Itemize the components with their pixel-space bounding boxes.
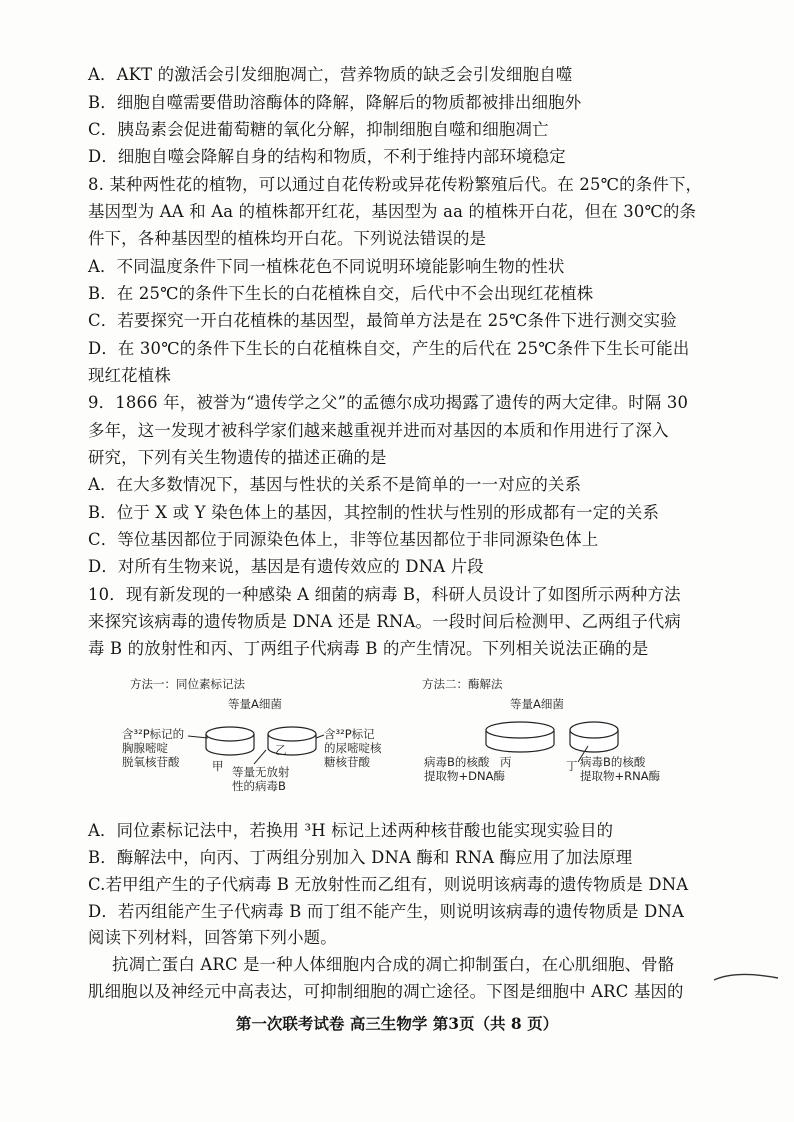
virus-line-2: 性的病毒B — [232, 779, 286, 793]
q10-stem-line-1: 10．现有新发现的一种感染 A 细菌的病毒 B，科研人员设计了如图所示两种方法 — [88, 585, 681, 604]
right-reagent-line-3: 糖核苷酸 — [324, 755, 370, 769]
q9-option-d: D．对所有生物来说，基因是有遗传效应的 DNA 片段 — [88, 557, 484, 576]
ding-reagent-line-1: 病毒B的核酸 — [580, 755, 646, 769]
q8-stem-line-2: 基因型为 AA 和 Aa 的植株都开红花，基因型为 aa 的植株开白花，但在 30℃的条 — [88, 202, 697, 221]
right-reagent-line-1: 含³²P标记 — [324, 727, 375, 741]
q9-stem-line-1: 9．1866 年，被誉为“遗传学之父”的孟德尔成功揭露了遗传的两大定律。时隔 30 — [88, 393, 689, 412]
experiment-diagram — [110, 672, 710, 822]
q8-option-a: A．不同温度条件下同一植株花色不同说明环境能影响生物的性状 — [88, 257, 565, 276]
q7-option-c: C．胰岛素会促进葡萄糖的氧化分解，抑制细胞自噬和细胞凋亡 — [88, 120, 549, 139]
q7-option-d: D．细胞自噬会降解自身的结构和物质，不利于维持内部环境稳定 — [88, 147, 566, 166]
virus-pointer — [254, 750, 266, 764]
dish-bing — [486, 722, 554, 752]
bacteria-label-1: 等量A细菌 — [228, 697, 282, 711]
bing-reagent-line-1: 病毒B的核酸 — [424, 755, 490, 769]
q10-option-a: A．同位素标记法中，若换用 ³H 标记上述两种核苷酸也能实现实验目的 — [88, 821, 614, 840]
bing-reagent-line-2: 提取物+DNA酶 — [424, 769, 505, 783]
left-reagent-line-2: 胸腺嘧啶 — [122, 741, 168, 755]
pen-mark — [712, 968, 782, 988]
left-reagent-line-1: 含³²P标记的 — [122, 727, 185, 741]
dish-ding — [570, 722, 618, 752]
q10-stem-line-2: 来探究该病毒的遗传物质是 DNA 还是 RNA。一段时间后检测甲、乙两组子代病 — [88, 612, 681, 631]
passage-intro: 阅读下列材料，回答第下列小题。 — [88, 928, 337, 947]
group-yi-label: 乙 — [275, 743, 287, 757]
q8-stem-line-1: 8. 某种两性花的植物，可以通过自花传粉或异花传粉繁殖后代。在 25℃的条件下， — [88, 175, 703, 194]
q9-option-c: C．等位基因都位于同源染色体上，非等位基因都位于非同源染色体上 — [88, 530, 599, 549]
ding-reagent-line-2: 提取物+RNA酶 — [580, 769, 661, 783]
right-reagent-line-2: 的尿嘧啶核 — [324, 741, 382, 755]
method2-title: 方法二：酶解法 — [422, 677, 503, 691]
q8-option-d-line-2: 现红花植株 — [88, 366, 171, 385]
q8-option-b: B．在 25℃的条件下生长的白花植株自交，后代中不会出现红花植株 — [88, 284, 594, 303]
bacteria-label-2: 等量A细菌 — [510, 697, 564, 711]
q9-stem-line-3: 研究，下列有关生物遗传的描述正确的是 — [88, 448, 387, 467]
page-footer: 第一次联考试卷 高三生物学 第3页（共 8 页） — [235, 1014, 559, 1033]
q9-option-b: B．位于 X 或 Y 染色体上的基因，其控制的性状与性别的形成都有一定的关系 — [88, 503, 660, 522]
dish-jia — [206, 727, 254, 755]
group-jia-label: 甲 — [212, 759, 224, 773]
q7-option-a: A．AKT 的激活会引发细胞凋亡，营养物质的缺乏会引发细胞自噬 — [88, 65, 573, 84]
group-bing-label: 丙 — [500, 755, 512, 769]
group-ding-label: 丁 — [566, 759, 578, 773]
q7-option-b: B．细胞自噬需要借助溶酶体的降解，降解后的物质都被排出细胞外 — [88, 93, 582, 112]
q10-option-b: B．酶解法中，向丙、丁两组分别加入 DNA 酶和 RNA 酶应用了加法原理 — [88, 848, 633, 867]
q10-option-c: C.若甲组产生的子代病毒 B 无放射性而乙组有，则说明该病毒的遗传物质是 DNA — [88, 875, 689, 894]
right-reagent-pointer — [316, 735, 324, 738]
left-reagent-pointer — [188, 736, 208, 738]
q8-option-d-line-1: D．在 30℃的条件下生长的白花植株自交，产生的后代在 25℃条件下生长可能出 — [88, 339, 690, 358]
q9-option-a: A．在大多数情况下，基因与性状的关系不是简单的一一对应的关系 — [88, 475, 582, 494]
left-reagent-line-3: 脱氧核苷酸 — [122, 755, 180, 769]
method1-title: 方法一：同位素标记法 — [130, 677, 245, 691]
q8-stem-line-3: 件下，各种基因型的植株均开白花。下列说法错误的是 — [88, 229, 487, 248]
q8-option-c: C．若要探究一开白花植株的基因型，最简单方法是在 25℃条件下进行测交实验 — [88, 311, 677, 330]
q10-option-d: D．若丙组能产生子代病毒 B 而丁组不能产生，则说明该病毒的遗传物质是 DNA — [88, 902, 685, 921]
passage-line-1: 抗凋亡蛋白 ARC 是一种人体细胞内合成的凋亡抑制蛋白，在心肌细胞、骨骼 — [112, 955, 675, 974]
q9-stem-line-2: 多年，这一发现才被科学家们越来越重视并进而对基因的本质和作用进行了深入 — [88, 421, 669, 440]
q10-stem-line-3: 毒 B 的放射性和丙、丁两组子代病毒 B 的产生情况。下列相关说法正确的是 — [88, 639, 649, 658]
passage-line-2: 肌细胞以及神经元中高表达，可抑制细胞的凋亡途径。下图是细胞中 ARC 基因的 — [88, 982, 684, 1001]
virus-line-1: 等量无放射 — [232, 765, 290, 779]
